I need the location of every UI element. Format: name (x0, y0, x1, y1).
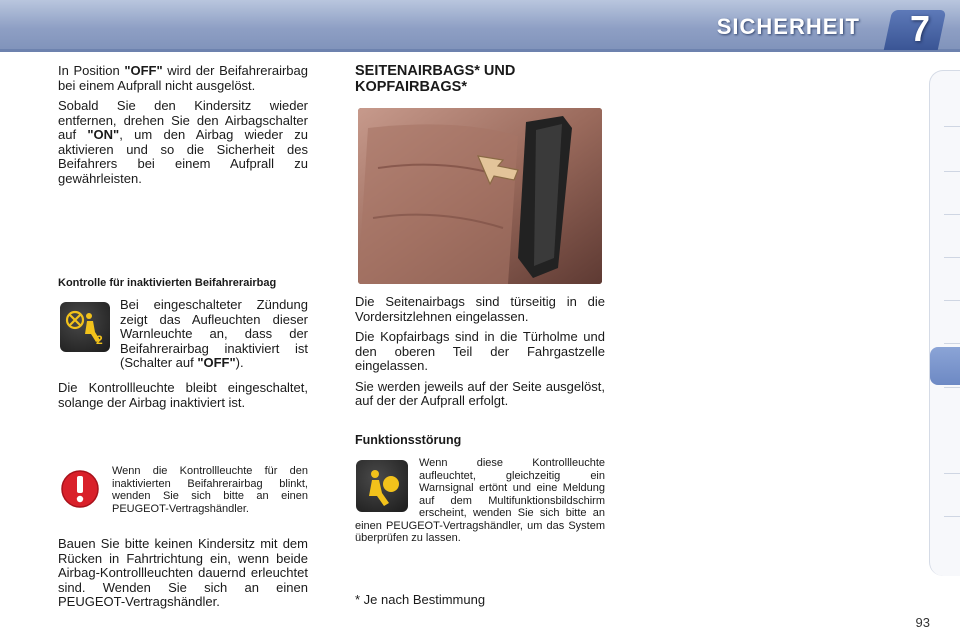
tab-divider (944, 387, 960, 388)
fault-text: Wenn diese Kontrollleuchte aufleuchtet, gleichzeitig ein Warnsignal ertönt und eine Meldung auf dem Multifunktionsbildschirm erscheint, wenden Sie sich bitte an einen PEUGEOT-Vertragshändler, um das System überprüfen zu lassen. (355, 457, 605, 544)
fault-heading: Funktionsstörung (355, 433, 462, 447)
footnote: * Je nach Bestimmung (355, 592, 486, 607)
page-number: 93 (915, 615, 930, 630)
control-description: Bei eingeschalteter Zündung zeigt das Aufleuchten dieser Warnleuchte an, dass der Beifahrerairbag inaktiviert ist (Schalter auf "OFF"). (120, 297, 308, 370)
control-followup: Die Kontrollleuchte bleibt eingeschaltet, solange der Airbag inaktiviert ist. (58, 380, 308, 410)
tab-divider (944, 171, 960, 172)
paragraph-off-position: In Position "OFF" wird der Beifahrerairbag bei einem Aufprall nicht ausgelöst. (58, 63, 308, 93)
tab-divider (944, 214, 960, 215)
side-airbags-title: SEITENAIRBAGS* UND KOPFAIRBAGS* (355, 63, 516, 95)
warning-text: Wenn die Kontrollleuchte für den inaktivierten Beifahrerairbag blinkt, wenden Sie sich bitte an einen PEUGEOT-Vertragshändler. (112, 465, 308, 515)
chapter-number: 7 (909, 8, 930, 49)
seat-airbag-photo (358, 108, 602, 284)
tab-divider (944, 516, 960, 517)
svg-text:2: 2 (96, 333, 103, 347)
fault-icon-spacer (355, 457, 419, 513)
paragraph-reactivate: Sobald Sie den Kindersitz wieder entfernen, drehen Sie den Airbagschalter auf "ON", um den Airbag wieder zu aktivieren und so die Sicherheit des Beifahrers bei einem Aufprall zu gewährleisten. (58, 98, 309, 186)
intro-text (58, 64, 308, 192)
control-heading: Kontrolle für inaktivierten Beifahrerairbag (58, 277, 277, 289)
tab-divider (944, 300, 960, 301)
tab-divider (944, 126, 960, 127)
side-airbags-text: Die Seitenairbags sind türseitig in die Vordersitzlehnen eingelassen. Die Kopfairbags sind in die Türholme und den oberen Teil der Fahrgastzelle eingelassen. Sie werden jeweils auf der Seite ausgelöst, auf der der Aufprall erfolgt. (355, 294, 605, 408)
rear-facing-warning: Bauen Sie bitte keinen Kindersitz mit dem Rücken in Fahrtrichtung ein, wenn beide Airbag-Kontrollleuchten dauernd erleuchtet sind. Wenden Sie sich an einen PEUGEOT-Vertragshändler. (58, 536, 308, 609)
tab-divider (944, 473, 960, 474)
caution-exclamation-icon (60, 467, 100, 511)
section-title: SICHERHEIT (716, 14, 860, 39)
chapter-tab-strip (929, 70, 960, 576)
airbag-off-warning-icon (60, 302, 110, 352)
tab-divider (944, 343, 960, 344)
chapter-tab-7-active[interactable] (930, 347, 960, 385)
tab-divider (944, 257, 960, 258)
